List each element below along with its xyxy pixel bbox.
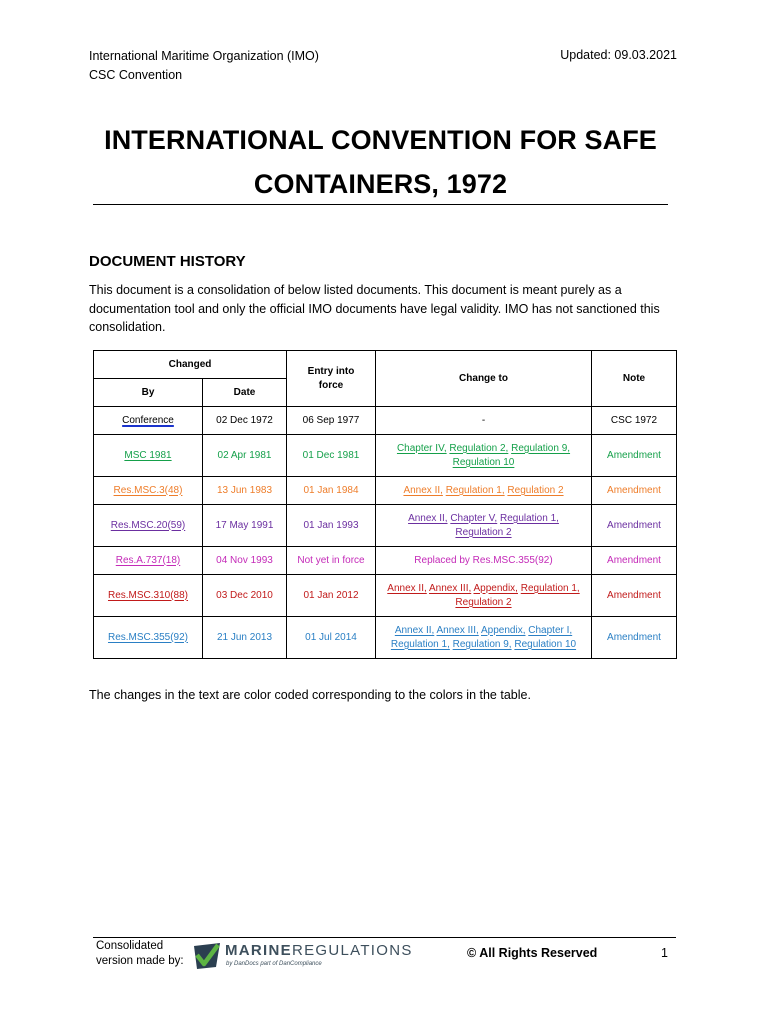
- logo-tagline: by DanDocs part of DanCompliance: [226, 961, 322, 967]
- change-link[interactable]: Annex II,: [403, 484, 443, 496]
- change-link[interactable]: Regulation 2: [455, 526, 512, 538]
- all-rights-reserved: © All Rights Reserved: [467, 946, 598, 960]
- by-link[interactable]: Res.MSC.3(48): [113, 484, 183, 496]
- row-entry: 01 Jan 2012: [287, 575, 376, 617]
- document-history-heading: DOCUMENT HISTORY: [89, 253, 246, 270]
- change-link[interactable]: Chapter I,: [528, 624, 573, 636]
- change-link[interactable]: Chapter IV,: [396, 442, 447, 454]
- row-date: 02 Apr 1981: [203, 435, 287, 477]
- row-entry: 01 Jul 2014: [287, 617, 376, 659]
- change-link[interactable]: Regulation 9,: [511, 442, 571, 454]
- row-change: [376, 575, 592, 617]
- change-link[interactable]: Appendix,: [473, 582, 518, 594]
- header-note: Note: [592, 351, 677, 407]
- change-link[interactable]: Regulation 1,: [445, 484, 505, 496]
- row-date: 17 May 1991: [203, 505, 287, 547]
- change-link[interactable]: Annex III,: [429, 582, 472, 594]
- row-change: [376, 505, 592, 547]
- row-date: 21 Jun 2013: [203, 617, 287, 659]
- change-link[interactable]: Appendix,: [481, 624, 526, 636]
- row-entry: 01 Dec 1981: [287, 435, 376, 477]
- header-entry-into-force: Entry into force: [287, 351, 376, 407]
- row-note: Amendment: [592, 435, 677, 477]
- change-link[interactable]: Annex III,: [436, 624, 479, 636]
- row-date: 13 Jun 1983: [203, 477, 287, 505]
- header-document: CSC Convention: [89, 68, 183, 82]
- row-change: -: [376, 407, 592, 435]
- change-link[interactable]: Regulation 10: [514, 638, 577, 650]
- row-entry: 06 Sep 1977: [287, 407, 376, 435]
- change-link[interactable]: Chapter V,: [450, 512, 498, 524]
- row-change: [376, 435, 592, 477]
- row-entry: 01 Jan 1984: [287, 477, 376, 505]
- header-updated-date: Updated: 09.03.2021: [560, 48, 677, 62]
- title-line-1: INTERNATIONAL CONVENTION FOR SAFE: [104, 125, 657, 155]
- table-row: [94, 407, 677, 435]
- by-link[interactable]: Res.MSC.310(88): [107, 589, 189, 601]
- history-table: [93, 350, 677, 659]
- header-changed: Changed: [94, 351, 287, 379]
- document-title: [93, 118, 668, 206]
- table-row: [94, 575, 677, 617]
- footer-consolidated-label: Consolidated version made by:: [96, 940, 184, 967]
- checkmark-logo-icon: [194, 943, 220, 969]
- row-date: 04 Nov 1993: [203, 547, 287, 575]
- row-entry: 01 Jan 1993: [287, 505, 376, 547]
- document-history-intro: This document is a consolidation of below listed documents. This document is meant purely as a documentation tool and only the official IMO documents have legal validity. IMO has not sanctioned this consolidation.: [89, 283, 660, 334]
- change-link[interactable]: Regulation 9,: [452, 638, 512, 650]
- by-link[interactable]: Conference: [122, 414, 174, 426]
- change-link[interactable]: Regulation 2: [455, 596, 512, 608]
- title-divider: [93, 204, 668, 205]
- page-header-left: [89, 47, 319, 85]
- change-link[interactable]: Regulation 2: [507, 484, 564, 496]
- by-link[interactable]: Res.MSC.20(59): [110, 519, 186, 531]
- change-link[interactable]: Regulation 2,: [449, 442, 509, 454]
- by-link[interactable]: Res.A.737(18): [115, 554, 181, 566]
- row-note: Amendment: [592, 547, 677, 575]
- color-code-footnote: The changes in the text are color coded corresponding to the colors in the table.: [89, 688, 531, 702]
- row-note: Amendment: [592, 617, 677, 659]
- marineregulations-logo: [194, 942, 414, 970]
- header-change-to: Change to: [376, 351, 592, 407]
- table-row: [94, 505, 677, 547]
- table-row: [94, 617, 677, 659]
- by-link[interactable]: MSC 1981: [124, 449, 172, 461]
- row-note: Amendment: [592, 477, 677, 505]
- row-change: [376, 617, 592, 659]
- change-link[interactable]: Annex II,: [387, 582, 427, 594]
- title-line-2: CONTAINERS, 1972: [253, 169, 508, 199]
- change-link[interactable]: Annex II,: [408, 512, 448, 524]
- table-row: [94, 435, 677, 477]
- row-date: 02 Dec 1972: [203, 407, 287, 435]
- row-change: [376, 477, 592, 505]
- by-link[interactable]: Res.MSC.355(92): [107, 631, 189, 643]
- row-change: Replaced by Res.MSC.355(92): [376, 547, 592, 575]
- table-row: [94, 477, 677, 505]
- row-note: Amendment: [592, 505, 677, 547]
- header-date: Date: [203, 379, 287, 407]
- change-link[interactable]: Regulation 10: [452, 456, 515, 468]
- change-link[interactable]: Regulation 1,: [520, 582, 580, 594]
- header-by: By: [94, 379, 203, 407]
- change-link[interactable]: Annex II,: [394, 624, 435, 636]
- row-date: 03 Dec 2010: [203, 575, 287, 617]
- logo-wordmark: MARINEREGULATIONS: [225, 942, 413, 959]
- page-number: 1: [661, 946, 668, 960]
- change-link[interactable]: Regulation 1,: [390, 638, 450, 650]
- row-note: CSC 1972: [592, 407, 677, 435]
- row-note: Amendment: [592, 575, 677, 617]
- header-organization: International Maritime Organization (IMO): [89, 49, 319, 63]
- table-row: [94, 547, 677, 575]
- row-entry: Not yet in force: [287, 547, 376, 575]
- footer-divider: [93, 937, 676, 938]
- change-link[interactable]: Regulation 1,: [499, 512, 559, 524]
